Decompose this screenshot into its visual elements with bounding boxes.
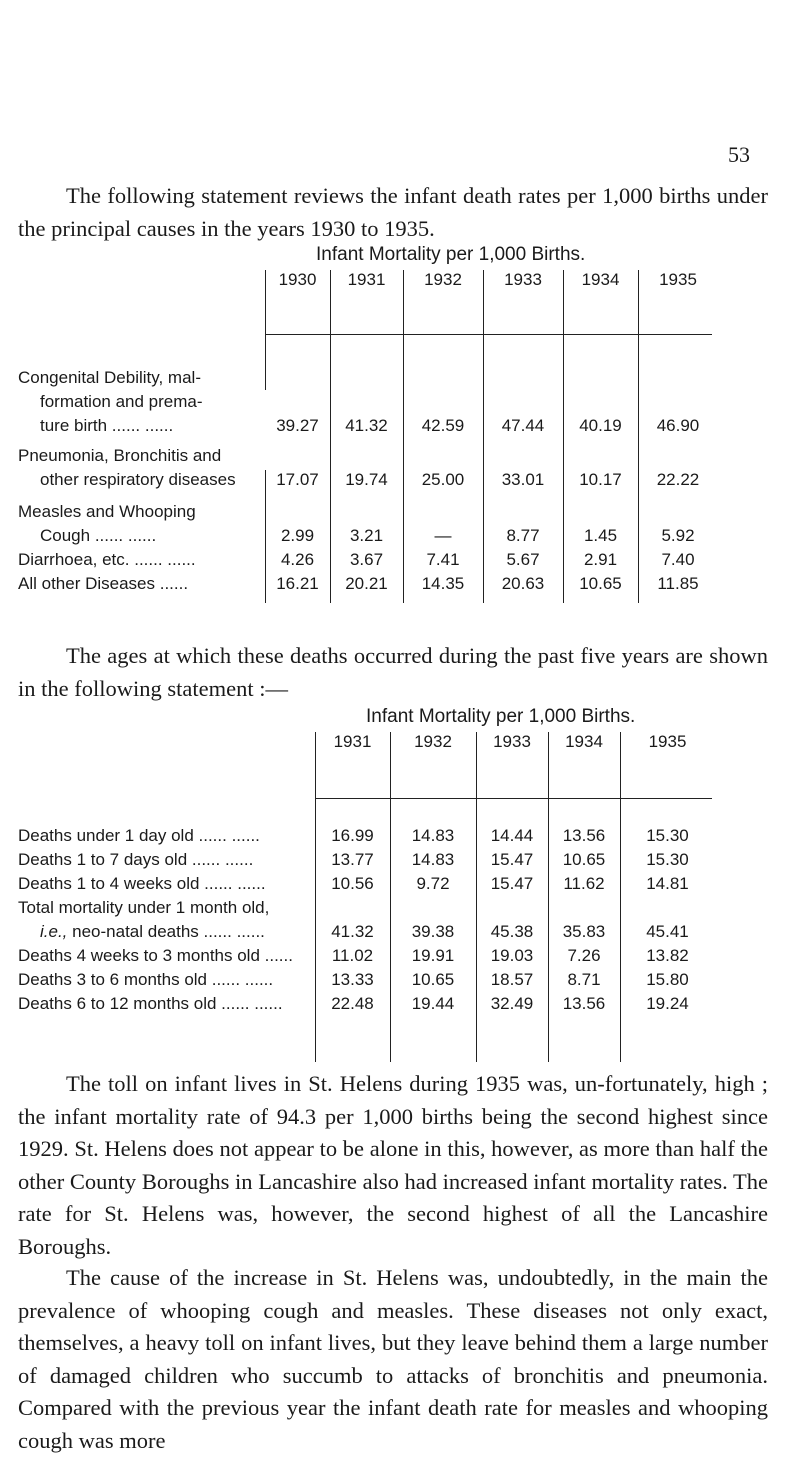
table-cell: 17.07 [276, 470, 319, 489]
table1-header-1931: 1931 [347, 270, 386, 289]
table-cell: 13.77 [331, 850, 374, 869]
table-cell: 3.67 [349, 550, 384, 569]
table-cell: 9.72 [416, 874, 450, 893]
table-cell: 2.91 [583, 550, 618, 569]
table-cell: 22.48 [331, 994, 374, 1013]
table-cell: 7.40 [661, 550, 695, 569]
table-cell: 11.62 [563, 874, 605, 893]
table2-header-1935: 1935 [648, 732, 687, 751]
para2-text: The ages at which these deaths occurred during the past five years are shown in the following statement :— [18, 643, 768, 701]
row-label-line: Deaths 1 to 4 weeks old ...... ...... [18, 874, 266, 893]
table-cell: 41.32 [345, 416, 388, 435]
table2-header-1934: 1934 [565, 732, 603, 751]
table-cell: 47.44 [501, 416, 545, 435]
row-label-line: Deaths 3 to 6 months old ...... ...... [18, 970, 274, 989]
table-cell: 13.56 [562, 994, 606, 1013]
row-label-line: i.e., neo-natal deaths ...... ...... [40, 922, 265, 941]
table1 [18, 270, 778, 610]
intro-text: The following statement reviews the infant death rates per 1,000 births under the principal causes in the years 1930 to 1935. [18, 183, 768, 241]
para2 [18, 640, 768, 705]
table-cell: 14.81 [646, 874, 689, 893]
table1-header-1933: 1933 [504, 270, 542, 289]
row-label-line: All other Diseases ...... [18, 574, 189, 593]
para3-text: The toll on infant lives in St. Helens during 1935 was, un-fortunately, high ; the infant mortality rate of 94.3 per 1,000 births being the second highest since 1929. St. Helens does not appear to be alone in this, however, as more than half the other County Boroughs in Lancashire also had increased infant mortality rates. The rate for St. Helens was, however, the second highest of all the Lancashire Boroughs. [18, 1071, 768, 1259]
table-cell: 13.82 [646, 946, 689, 965]
table2-caption: Infant Mortality per 1,000 Births. [366, 706, 636, 727]
para4-text: The cause of the increase in St. Helens was, undoubtedly, in the main the prevalence of whooping cough and measles. These diseases not only exact, themselves, a heavy toll on infant lives, but they leave behind them a large number of damaged children who succumb to attacks of bronchitis and pneumonia. Compared with the previous year the infant death rate for measles and whooping cough was more [18, 1265, 768, 1453]
table-cell: 15.47 [490, 850, 534, 869]
table-cell: 19.74 [345, 470, 388, 489]
table-cell: 7.41 [426, 550, 460, 569]
table-cell: 45.38 [490, 922, 534, 941]
table-cell: 7.26 [567, 946, 601, 965]
table-cell: 10.56 [331, 874, 374, 893]
table1-header-1934: 1934 [581, 270, 620, 289]
para4 [18, 1262, 768, 1457]
table2-header-1931: 1931 [333, 732, 372, 751]
table-cell: 13.56 [562, 826, 606, 845]
table-cell: 15.47 [490, 874, 534, 893]
table-cell: 46.90 [656, 416, 700, 435]
intro-paragraph [18, 180, 768, 245]
table-cell: 11.02 [331, 946, 374, 965]
table-cell: 35.83 [562, 922, 606, 941]
table2-header-1933: 1933 [493, 732, 531, 751]
table-cell: 39.38 [411, 922, 455, 941]
row-label-line: Measles and Whooping [18, 502, 196, 521]
row-label-line: Total mortality under 1 month old, [18, 898, 270, 917]
table-cell: 19.24 [646, 994, 689, 1013]
table-cell: 15.30 [646, 850, 689, 869]
table-cell: 15.30 [646, 826, 689, 845]
row-label-line: Deaths 4 weeks to 3 months old ...... [18, 946, 293, 965]
table-cell: 14.83 [411, 826, 455, 845]
table-cell: 4.26 [280, 550, 315, 569]
table-cell: 42.59 [421, 416, 465, 435]
table1-header-1935: 1935 [659, 270, 697, 289]
table1-header-1932: 1932 [424, 270, 462, 289]
table-cell: 25.00 [421, 470, 465, 489]
table-cell: 10.17 [579, 470, 622, 489]
table-cell: 2.99 [280, 526, 315, 545]
table-cell: — [434, 526, 452, 545]
table-cell: 32.49 [490, 994, 534, 1013]
table-cell: 13.33 [331, 970, 374, 989]
table-cell: 14.83 [411, 850, 455, 869]
table-cell: 1.45 [583, 526, 618, 545]
table-cell: 41.32 [331, 922, 374, 941]
table-cell: 19.44 [411, 994, 455, 1013]
table-cell: 16.21 [276, 574, 319, 593]
row-label-line: other respiratory diseases [40, 470, 236, 489]
table-cell: 14.44 [490, 826, 534, 845]
table-cell: 33.01 [501, 470, 545, 489]
table-cell: 11.85 [657, 574, 699, 593]
row-label-line: Diarrhoea, etc. ...... ...... [18, 550, 196, 569]
row-label-line: Deaths under 1 day old ...... ...... [18, 826, 260, 845]
row-label-line: Cough ...... ...... [40, 526, 157, 545]
table-cell: 39.27 [276, 416, 319, 435]
page-number: 53 [728, 142, 750, 167]
table-cell: 45.41 [646, 922, 689, 941]
table1-header-1930: 1930 [278, 270, 317, 289]
table-cell: 8.71 [567, 970, 601, 989]
row-label-line: formation and prema- [40, 392, 203, 411]
table-cell: 8.77 [506, 526, 540, 545]
table-cell: 22.22 [656, 470, 700, 489]
table-cell: 5.67 [506, 550, 540, 569]
table-cell: 40.19 [579, 416, 622, 435]
table-cell: 20.63 [501, 574, 545, 593]
table-cell: 20.21 [345, 574, 388, 593]
row-label-line: Congenital Debility, mal- [18, 368, 201, 387]
row-label-line: Deaths 6 to 12 months old ...... ...... [18, 994, 283, 1013]
table-cell: 5.92 [661, 526, 695, 545]
row-label-line: Deaths 1 to 7 days old ...... ...... [18, 850, 254, 869]
row-label-line: ture birth ...... ...... [40, 416, 174, 435]
para3 [18, 1068, 768, 1263]
table-cell: 14.35 [421, 574, 465, 593]
table-cell: 3.21 [349, 526, 384, 545]
table2-header-1932: 1932 [414, 732, 452, 751]
table-cell: 10.65 [411, 970, 455, 989]
table-cell: 15.80 [646, 970, 689, 989]
table1-caption: Infant Mortality per 1,000 Births. [316, 244, 586, 265]
table-cell: 18.57 [490, 970, 534, 989]
table-cell: 10.65 [579, 574, 622, 593]
table-cell: 19.03 [490, 946, 534, 965]
row-label-line: Pneumonia, Bronchitis and [18, 446, 222, 465]
table-cell: 19.91 [411, 946, 455, 965]
table-cell: 10.65 [562, 850, 606, 869]
table2 [18, 732, 778, 1062]
table-cell: 16.99 [331, 826, 374, 845]
